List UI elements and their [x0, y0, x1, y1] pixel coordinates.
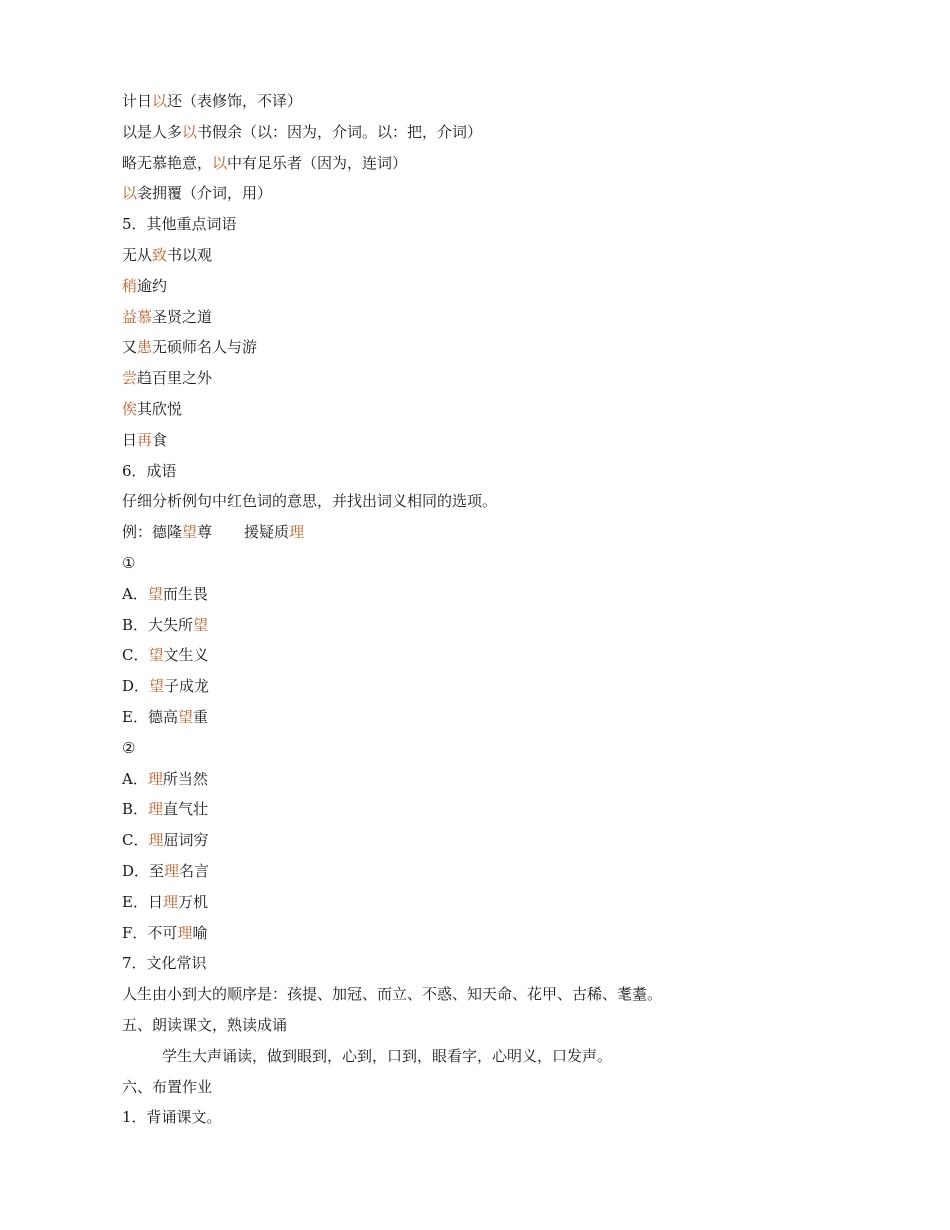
text-segment: 日 — [122, 430, 138, 449]
text-line — [122, 363, 882, 394]
text-line — [122, 794, 882, 825]
highlighted-word: 望 — [182, 523, 198, 542]
text-line — [122, 148, 882, 179]
highlighted-word: 再 — [137, 430, 153, 449]
text-segment: 1．背诵课文。 — [122, 1108, 222, 1127]
text-line — [122, 764, 882, 795]
text-segment: 5．其他重点词语 — [122, 215, 237, 234]
highlighted-word: 理 — [162, 892, 178, 911]
text-segment: 又 — [122, 338, 138, 357]
highlighted-word: 益慕 — [122, 307, 153, 326]
text-line — [122, 517, 882, 548]
text-segment: 援疑质 — [244, 523, 290, 542]
text-line — [122, 456, 882, 487]
text-segment: E．日 — [122, 892, 163, 911]
text-segment: ② — [122, 738, 136, 757]
text-segment: 以是人多 — [122, 122, 183, 141]
text-segment: C． — [122, 831, 149, 850]
text-line — [122, 86, 882, 117]
highlighted-word: 以 — [212, 153, 228, 172]
text-segment: 趋百里之外 — [137, 369, 213, 388]
highlighted-word: 以 — [152, 92, 168, 110]
text-line — [122, 887, 882, 918]
text-segment: 重 — [192, 707, 208, 726]
text-line — [122, 1072, 882, 1103]
text-segment: 人生由小到大的顺序是：孩提、加冠、而立、不惑、知天命、花甲、古稀、耄耋。 — [122, 985, 663, 1004]
text-segment: 无从 — [122, 245, 153, 264]
text-segment: 略无慕艳意， — [122, 153, 213, 172]
text-segment: 直气壮 — [163, 800, 209, 819]
highlighted-word: 望 — [193, 615, 209, 634]
text-line — [122, 425, 882, 456]
text-segment: 喻 — [192, 923, 208, 942]
text-segment: 6．成语 — [122, 461, 177, 480]
text-segment: 7．文化常识 — [122, 954, 207, 973]
text-line — [122, 178, 882, 209]
text-segment: 所当然 — [162, 769, 208, 788]
highlighted-word: 理 — [148, 800, 164, 819]
text-line — [122, 394, 882, 425]
highlighted-word: 理 — [177, 923, 193, 942]
text-segment: 屈词穷 — [163, 831, 209, 850]
text-line — [122, 1010, 882, 1041]
text-segment: 无硕师名人与游 — [152, 338, 258, 357]
text-segment: 而生畏 — [162, 584, 208, 603]
text-segment: C． — [122, 646, 149, 665]
text-segment: B． — [122, 800, 149, 819]
text-segment: 计日 — [122, 92, 153, 110]
highlighted-word: 以 — [182, 122, 198, 141]
text-segment: D．至 — [122, 861, 165, 880]
text-segment: A． — [122, 584, 148, 603]
highlighted-word: 理 — [164, 861, 180, 880]
text-segment: 中有足乐者（因为，连词） — [227, 153, 408, 172]
text-line — [122, 1102, 882, 1133]
text-segment: 衾拥覆（介词，用） — [137, 184, 273, 203]
text-segment: 仔细分析例句中红色词的意思，并找出词义相同的选项。 — [122, 492, 498, 511]
document-page — [122, 86, 882, 1133]
text-segment: F．不可 — [122, 923, 178, 942]
text-line — [122, 486, 882, 517]
text-line — [122, 271, 882, 302]
text-line — [122, 733, 882, 764]
text-segment: ① — [122, 553, 136, 572]
text-segment: 食 — [152, 430, 168, 449]
highlighted-word: 尝 — [122, 369, 138, 388]
text-segment: 书以观 — [167, 245, 213, 264]
text-line — [122, 209, 882, 240]
text-segment: 五、朗读课文，熟读成诵 — [122, 1015, 288, 1034]
text-line — [122, 332, 882, 363]
text-line — [122, 240, 882, 271]
highlighted-word: 患 — [137, 338, 153, 357]
highlighted-word: 望 — [147, 584, 163, 603]
text-line — [122, 948, 882, 979]
text-segment: D． — [122, 677, 150, 696]
text-line — [122, 548, 882, 579]
highlighted-word: 俟 — [122, 399, 138, 418]
highlighted-word: 稍 — [122, 276, 138, 295]
text-line — [122, 856, 882, 887]
text-segment: 其欣悦 — [137, 399, 183, 418]
text-line — [122, 702, 882, 733]
highlighted-word: 望 — [149, 677, 165, 696]
highlighted-word: 致 — [152, 245, 168, 264]
text-segment: 还（表修饰，不译） — [167, 92, 303, 110]
text-segment: 文生义 — [163, 646, 209, 665]
highlighted-word: 理 — [148, 831, 164, 850]
text-line — [122, 979, 882, 1010]
text-line — [122, 610, 882, 641]
text-segment: 名言 — [179, 861, 210, 880]
highlighted-word: 望 — [148, 646, 164, 665]
text-segment: 例：德隆 — [122, 523, 183, 542]
text-segment: 六、布置作业 — [122, 1077, 213, 1096]
text-line — [122, 1041, 882, 1072]
text-segment: 学生大声诵读，做到眼到，心到，口到，眼看字，心明义，口发声。 — [162, 1046, 613, 1065]
text-line — [122, 671, 882, 702]
text-line — [122, 302, 882, 333]
highlighted-word: 理 — [289, 523, 305, 542]
text-line — [122, 640, 882, 671]
text-segment: 万机 — [177, 892, 208, 911]
text-line — [122, 918, 882, 949]
highlighted-word: 理 — [147, 769, 163, 788]
highlighted-word: 望 — [177, 707, 193, 726]
text-segment: 逾约 — [137, 276, 168, 295]
text-segment: 尊 — [197, 523, 213, 542]
highlighted-word: 以 — [122, 184, 138, 203]
text-segment: 书假余（以：因为，介词。以：把，介词） — [197, 122, 483, 141]
text-segment: A． — [122, 769, 148, 788]
text-segment: E．德高 — [122, 707, 178, 726]
text-line — [122, 117, 882, 148]
text-segment: 子成龙 — [164, 677, 210, 696]
text-line — [122, 825, 882, 856]
text-segment: 圣贤之道 — [152, 307, 213, 326]
text-segment: B．大失所 — [122, 615, 194, 634]
text-line — [122, 579, 882, 610]
